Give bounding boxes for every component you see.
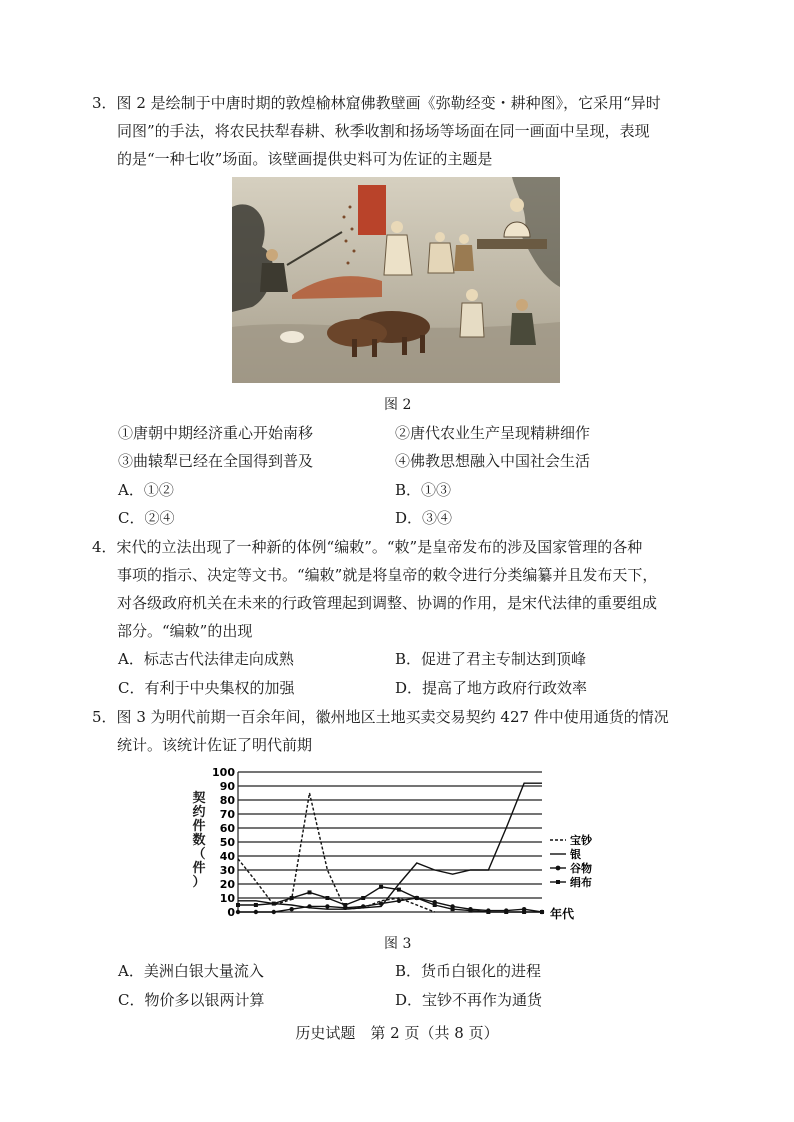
series-point-3 xyxy=(254,903,258,907)
series-point-2 xyxy=(289,907,293,911)
mural-ploughman xyxy=(460,303,484,337)
q4-line-3: 对各级政府机关在未来的行政管理起到调整、协调的作用，是宋代法律的重要组成 xyxy=(117,594,658,612)
q5-option-c[interactable]: C．物价多以银两计算 xyxy=(118,991,265,1009)
legend-label-0: 宝钞 xyxy=(570,834,592,847)
series-line-3 xyxy=(238,887,542,912)
q5-option-d[interactable]: D．宝钞不再作为通货 xyxy=(395,991,543,1009)
mural-platform xyxy=(477,239,547,249)
series-point-3 xyxy=(236,903,240,907)
y-tick-label: 30 xyxy=(219,864,235,877)
series-point-2 xyxy=(254,910,258,914)
series-point-2 xyxy=(379,901,383,905)
q3-line-3: 的是“一种七收”场面。该壁画提供史料可为佐证的主题是 xyxy=(117,150,493,168)
y-tick-label: 100 xyxy=(212,766,235,779)
y-label-char: 件 xyxy=(192,819,206,834)
mural-animal xyxy=(280,331,304,343)
q3-line-1 xyxy=(92,92,661,114)
y-label-char: （ xyxy=(192,847,206,862)
q4-option-d[interactable]: D．提高了地方政府行政效率 xyxy=(395,679,588,697)
q4-number: 4． xyxy=(92,538,117,556)
series-point-3 xyxy=(468,909,472,913)
fig3-chart xyxy=(192,762,612,922)
legend-label-2: 谷物 xyxy=(570,862,592,875)
series-point-2 xyxy=(361,904,365,908)
series-line-0 xyxy=(238,793,435,912)
q3-option-c[interactable]: C．②④ xyxy=(118,509,175,527)
q3-option-d[interactable]: D．③④ xyxy=(395,509,453,527)
q3-statement-3: ③曲辕犁已经在全国得到普及 xyxy=(118,452,314,470)
q5-option-a[interactable]: A．美洲白银大量流入 xyxy=(118,962,264,980)
chart-x-label: 年代 xyxy=(550,907,575,921)
mural-head-ploughman xyxy=(466,289,478,301)
q4-line-2: 事项的指示、决定等文书。“编敕”就是将皇帝的敕令进行分类编纂并且发布天下， xyxy=(117,566,658,584)
mural-figure-1 xyxy=(384,235,412,275)
series-point-3 xyxy=(397,888,401,892)
y-label-char: 约 xyxy=(192,805,206,820)
q3-number: 3． xyxy=(92,94,117,112)
y-tick-label: 40 xyxy=(219,850,235,863)
y-tick-label: 20 xyxy=(219,878,235,891)
q5-text-1: 图 3 为明代前期一百余年间，徽州地区土地买卖交易契约 427 件中使用通货的情况 xyxy=(116,708,669,726)
y-label-char: 契 xyxy=(192,791,206,806)
q3-text-1: 图 2 是绘制于中唐时期的敦煌榆林窟佛教壁画《弥勒经变・耕种图》，它采用“异时 xyxy=(116,94,661,112)
mural-winnower xyxy=(260,263,288,292)
q3-statement-2: ②唐代农业生产呈现精耕细作 xyxy=(395,424,591,442)
legend-marker-3 xyxy=(556,880,560,884)
mural-head-winnower xyxy=(266,249,278,261)
legend-label-1: 银 xyxy=(570,848,581,861)
q4-option-c[interactable]: C．有利于中央集权的加强 xyxy=(118,679,295,697)
mural-red-banner xyxy=(358,185,386,235)
y-tick-label: 80 xyxy=(219,794,235,807)
q4-line-1 xyxy=(92,536,642,558)
series-point-3 xyxy=(379,885,383,889)
q5-number: 5． xyxy=(92,708,117,726)
y-tick-label: 0 xyxy=(227,906,235,919)
y-tick-label: 50 xyxy=(219,836,235,849)
series-point-3 xyxy=(451,907,455,911)
series-point-2 xyxy=(307,904,311,908)
y-label-char: 数 xyxy=(192,833,206,848)
series-point-3 xyxy=(486,910,490,914)
series-point-3 xyxy=(522,910,526,914)
series-line-1 xyxy=(238,783,542,909)
q5-line-1 xyxy=(92,706,669,728)
q4-option-b[interactable]: B．促进了君主专制达到顶峰 xyxy=(395,650,587,668)
legend-label-3: 绢布 xyxy=(570,876,592,889)
series-point-3 xyxy=(272,902,276,906)
q3-statement-1: ①唐朝中期经济重心开始南移 xyxy=(118,424,314,442)
chart-y-ticks xyxy=(212,766,235,919)
chart-y-label xyxy=(192,792,206,890)
mural-figure-3 xyxy=(454,245,474,271)
mural-head-1 xyxy=(391,221,403,233)
mural-head-seated xyxy=(510,198,524,212)
y-tick-label: 90 xyxy=(219,780,235,793)
series-point-3 xyxy=(415,896,419,900)
y-tick-label: 10 xyxy=(219,892,235,905)
legend-marker-2 xyxy=(556,866,561,871)
q3-option-b[interactable]: B．①③ xyxy=(395,481,452,499)
q5-option-b[interactable]: B．货币白银化的进程 xyxy=(395,962,542,980)
q4-option-a[interactable]: A．标志古代法律走向成熟 xyxy=(118,650,294,668)
chart-svg xyxy=(192,762,612,922)
series-point-3 xyxy=(540,910,544,914)
series-point-3 xyxy=(325,896,329,900)
series-point-3 xyxy=(433,903,437,907)
series-point-3 xyxy=(361,896,365,900)
fig3-caption: 图 3 xyxy=(384,936,412,952)
q4-line-4: 部分。“编敕”的出现 xyxy=(117,622,253,640)
mural-figure-right xyxy=(510,313,536,345)
series-point-2 xyxy=(236,910,240,914)
y-tick-label: 70 xyxy=(219,808,235,821)
mural-head-2 xyxy=(435,232,445,242)
q5-line-2: 统计。该统计佐证了明代前期 xyxy=(117,736,313,754)
series-point-3 xyxy=(343,903,347,907)
chart-series xyxy=(236,783,544,914)
series-point-2 xyxy=(397,899,401,903)
y-tick-label: 60 xyxy=(219,822,235,835)
series-point-3 xyxy=(290,896,294,900)
chart-legend xyxy=(550,833,593,889)
series-point-2 xyxy=(272,910,276,914)
series-point-2 xyxy=(325,904,329,908)
page-footer: 历史试题 第 2 页（共 8 页） xyxy=(295,1024,499,1042)
chart-grid xyxy=(238,772,542,912)
series-point-3 xyxy=(308,890,312,894)
mural-figure-2 xyxy=(428,243,454,273)
q4-text-1: 宋代的立法出现了一种新的体例“编敕”。“敕”是皇帝发布的涉及国家管理的各种 xyxy=(116,538,643,556)
mural-drawing xyxy=(232,177,560,383)
q3-statement-4: ④佛教思想融入中国社会生活 xyxy=(395,452,591,470)
mural-image xyxy=(232,177,560,383)
q3-line-2: 同图”的手法，将农民扶犁春耕、秋季收割和扬场等场面在同一画面中呈现，表现 xyxy=(117,122,650,140)
series-point-3 xyxy=(504,910,508,914)
fig2-caption: 图 2 xyxy=(384,397,412,413)
y-label-char: ） xyxy=(192,875,206,890)
q3-option-a[interactable]: A．①② xyxy=(118,481,174,499)
y-label-char: 件 xyxy=(192,861,206,876)
mural-head-3 xyxy=(459,234,469,244)
